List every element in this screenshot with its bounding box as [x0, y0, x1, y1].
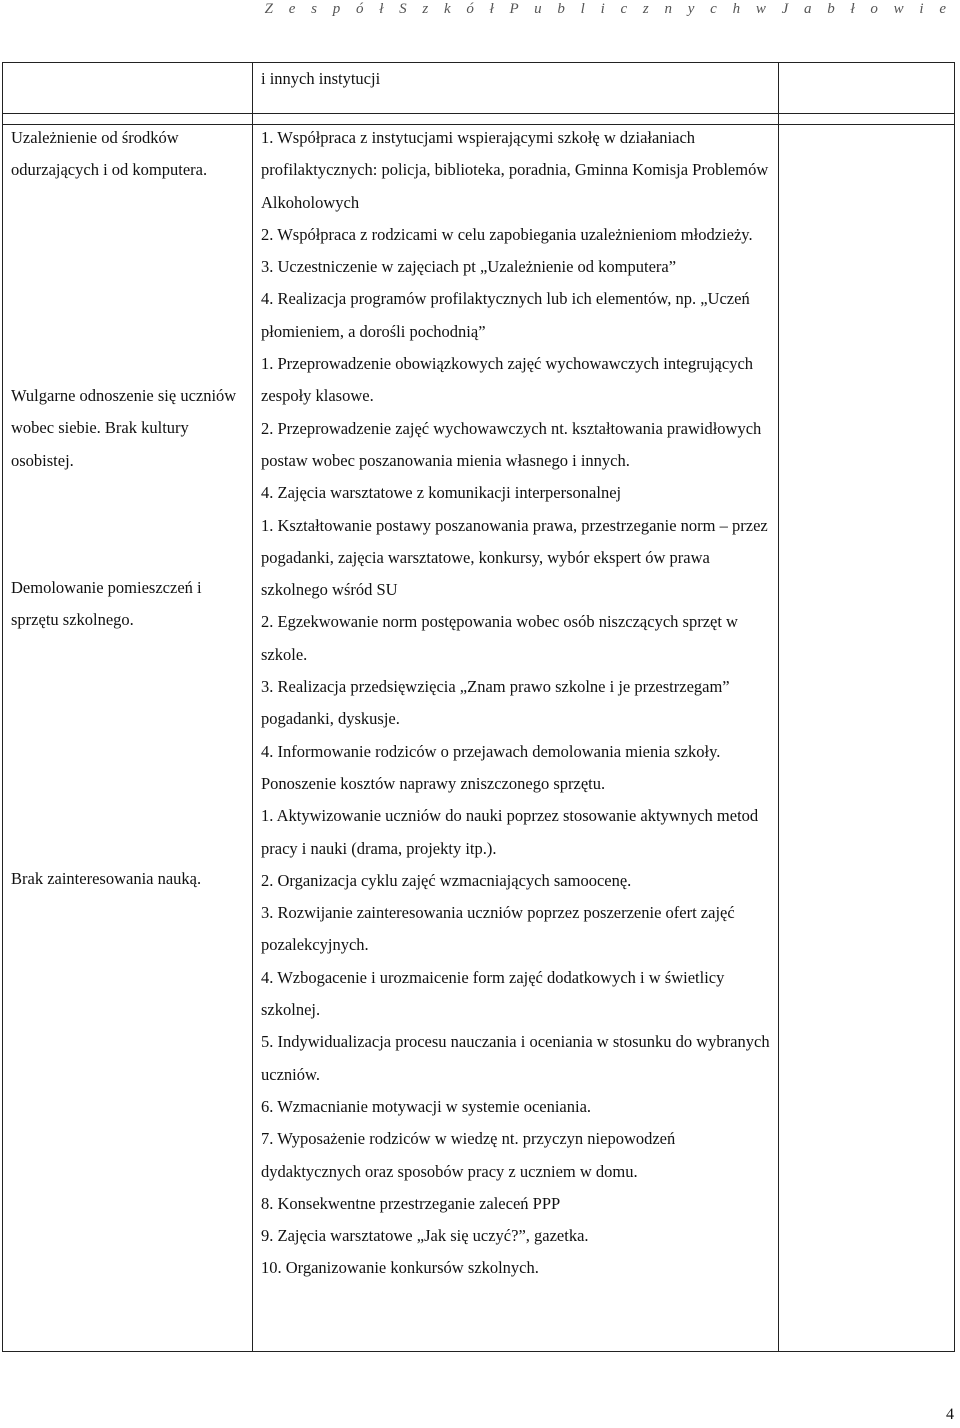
action-item: 10. Organizowanie konkursów szkolnych. [261, 1258, 539, 1278]
table-row [3, 125, 955, 1352]
action-item: 8. Konsekwentne przestrzeganie zaleceń PPP [261, 1193, 561, 1213]
notes-cell [779, 63, 955, 114]
action-item: 4. Informowanie rodziców o przejawach demolowania mienia szkoły. Ponoszenie kosztów naprawy zniszczonego sprzętu. [261, 741, 721, 793]
action-item: 1. Współpraca z instytucjami wspierającymi szkołę w działaniach profilaktycznych: policja, biblioteka, poradnia, Gminna Komisja Problemów Alkoholowych [261, 128, 769, 212]
action-item: 1. Przeprowadzenie obowiązkowych zajęć wychowawczych integrujących zespoły klasowe. [261, 354, 754, 406]
action-text: i innych instytucji [261, 69, 381, 88]
cause-text: Wulgarne odnoszenie się uczniów wobec siebie. Brak kultury osobistej. [11, 386, 237, 470]
cause-cell [3, 125, 253, 1352]
cause-text: Demolowanie pomieszczeń i sprzętu szkolnego. [11, 578, 202, 630]
spacer-cell [779, 114, 955, 125]
action-item: 1. Kształtowanie postawy poszanowania prawa, przestrzeganie norm – przez pogadanki, zajęcia warsztatowe, konkursy, wybór ekspert ów prawa szkolnego wśród SU [261, 515, 768, 600]
action-item: 5. Indywidualizacja procesu nauczania i oceniania w stosunku do wybranych uczniów. [261, 1032, 770, 1084]
action-cell [253, 63, 779, 114]
action-item: 2. Przeprowadzenie zajęć wychowawczych nt. kształtowania prawidłowych postaw wobec poszanowania mienia własnego i innych. [261, 418, 762, 470]
action-item: 6. Wzmacnianie motywacji w systemie oceniania. [261, 1096, 592, 1116]
prevention-table [2, 62, 955, 1352]
action-cell [253, 125, 779, 1352]
page-header: Z e s p ó ł S z k ó ł P u b l i c z n y c h w J a b ł o w i e [264, 1, 952, 17]
action-item: 4. Wzbogacenie i urozmaicenie form zajęć dodatkowych i w świetlicy szkolnej. [261, 967, 725, 1020]
action-item: 7. Wyposażenie rodziców w wiedzę nt. przyczyn niepowodzeń dydaktycznych oraz sposobów pracy z uczniem w domu. [261, 1129, 676, 1181]
table-row-continuation [3, 63, 955, 114]
page-number: 4 [946, 1406, 954, 1423]
action-item: 3. Realizacja przedsięwzięcia „Znam prawo szkolne i je przestrzegam” pogadanki, dyskusje. [261, 677, 730, 729]
cause-cell-empty [3, 63, 253, 114]
action-item: 3. Uczestniczenie w zajęciach pt „Uzależnienie od komputera” [261, 257, 677, 277]
action-item: 1. Aktywizowanie uczniów do nauki poprzez stosowanie aktywnych metod pracy i nauki (drama, projekty itp.). [261, 806, 759, 858]
action-item: 2. Współpraca z rodzicami w celu zapobiegania uzależnieniom młodzieży. [261, 224, 753, 244]
action-item: 2. Egzekwowanie norm postępowania wobec osób niszczących sprzęt w szkole. [261, 612, 738, 664]
cause-text: Brak zainteresowania nauką. [11, 869, 202, 888]
action-item: 4. Zajęcia warsztatowe z komunikacji interpersonalnej [261, 483, 622, 503]
action-item: 2. Organizacja cyklu zajęć wzmacniających samoocenę. [261, 870, 632, 890]
action-item: 3. Rozwijanie zainteresowania uczniów poprzez poszerzenie ofert zajęć pozalekcyjnych. [261, 903, 735, 955]
cause-text: Uzależnienie od środków odurzających i od komputera. [11, 128, 208, 180]
action-item: 4. Realizacja programów profilaktycznych lub ich elementów, np. „Uczeń płomieniem, a dorośli pochodnią” [261, 289, 750, 341]
action-item: 9. Zajęcia warsztatowe „Jak się uczyć?”, gazetka. [261, 1226, 589, 1246]
notes-cell [779, 125, 955, 1352]
